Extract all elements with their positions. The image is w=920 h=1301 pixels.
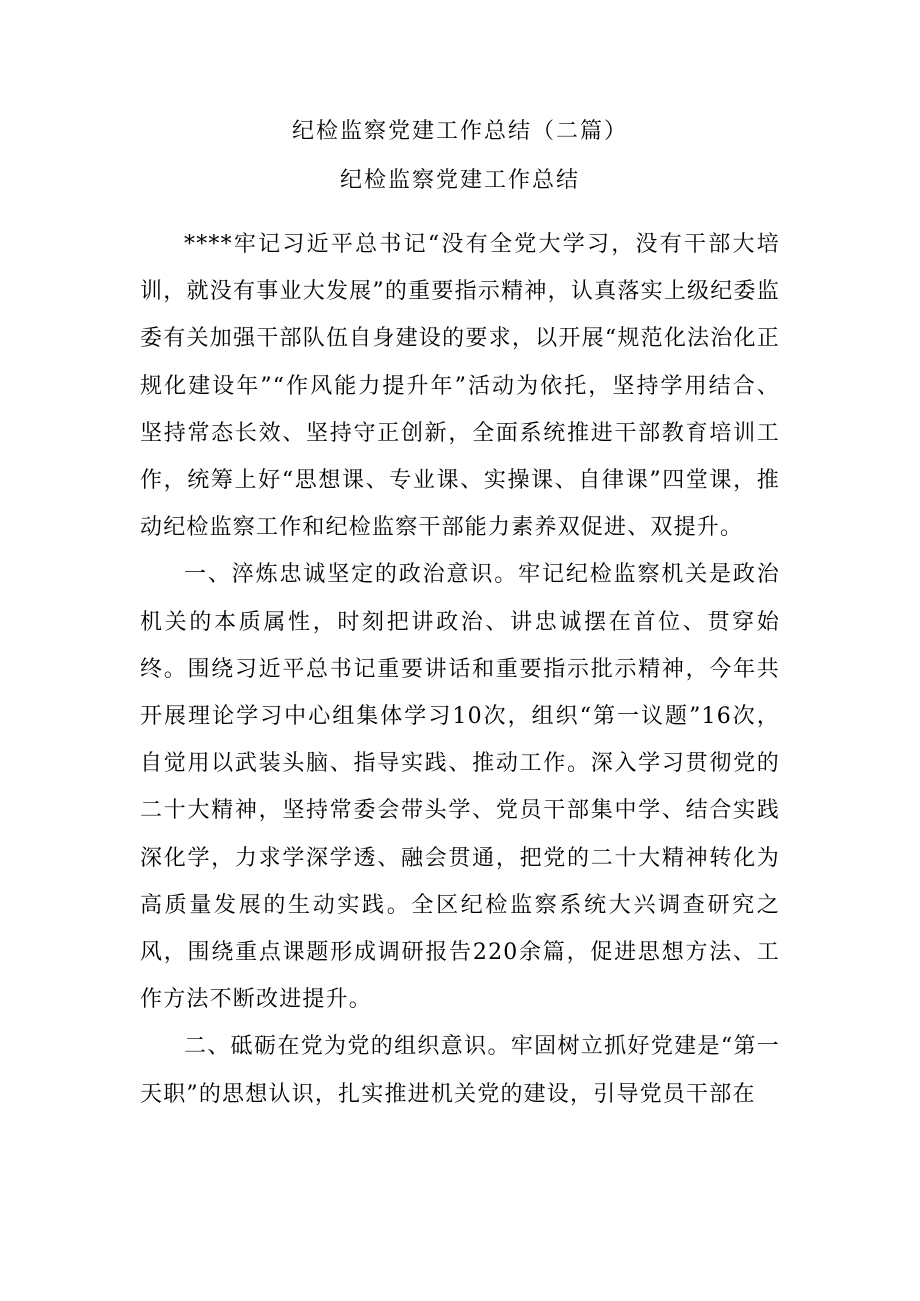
document-subtitle: 纪检监察党建工作总结: [339, 168, 580, 193]
document-body: [140, 221, 780, 1118]
document-title: 纪检监察党建工作总结（二篇）: [291, 119, 628, 144]
paragraph-section-one: 一、淬炼忠诚坚定的政治意识。牢记纪检监察机关是政治机关的本质属性，时刻把讲政治、讲忠诚摆在首位、贯穿始终。围绕习近平总书记重要讲话和重要指示批示精神，今年共开展理论学习中心组集体学习10次，组织“第一议题”16次，自觉用以武装头脑、指导实践、推动工作。深入学习贯彻党的二十大精神，坚持常委会带头学、党员干部集中学、结合实践深化学，力求学深学透、融会贯通，把党的二十大精神转化为高质量发展的生动实践。全区纪检监察系统大兴调查研究之风，围绕重点课题形成调研报告220余篇，促进思想方法、工作方法不断改进提升。: [140, 562, 780, 1013]
paragraph-intro: ****牢记习近平总书记“没有全党大学习，没有干部大培训，就没有事业大发展”的重要指示精神，认真落实上级纪委监委有关加强干部队伍自身建设的要求，以开展“规范化法治化正规化建设年”“作风能力提升年”活动为依托，坚持学用结合、坚持常态长效、坚持守正创新，全面系统推进干部教育培训工作，统筹上好“思想课、专业课、实操课、自律课”四堂课，推动纪检监察工作和纪检监察干部能力素养双促进、双提升。: [140, 232, 780, 541]
paragraph-section-two: 二、砥砺在党为党的组织意识。牢固树立抓好党建是“第一天职”的思想认识，扎实推进机关党的建设，引导党员干部在: [140, 1034, 780, 1107]
